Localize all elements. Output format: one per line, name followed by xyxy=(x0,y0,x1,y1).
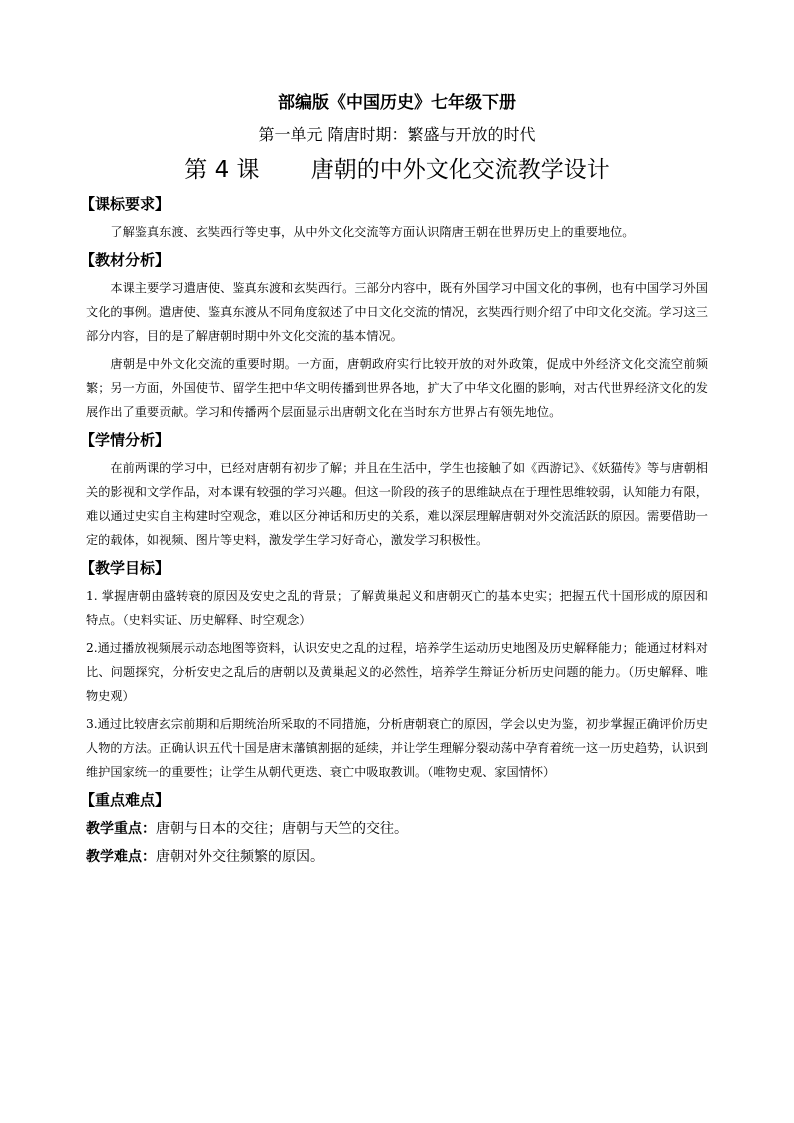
curriculum-paragraph: 了解鉴真东渡、玄奘西行等史事，从中外文化交流等方面认识隋唐王朝在世界历史上的重要地位。 xyxy=(110,225,635,239)
section-heading-students: 【学情分析】 xyxy=(80,431,171,449)
teaching-focus-text: 唐朝与日本的交往；唐朝与天竺的交往。 xyxy=(156,821,408,837)
section-heading-textbook: 【教材分析】 xyxy=(80,251,171,269)
objective-item: 1. 掌握唐朝由盛转衰的原因及安史之乱的背景；了解黄巢起义和唐朝灭亡的基本史实；把握五代十国形成的原因和特点。（史料实证、历史解释、时空观念） xyxy=(86,589,708,627)
textbook-paragraph: 唐朝是中外文化交流的重要时期。一方面，唐朝政府实行比较开放的对外政策，促成中外经济文化交流空前频繁；另一方面，外国使节、留学生把中华文明传播到世界各地，扩大了中华文化圈的影响，对古代世界经济文化的发展作出了重要贡献。学习和传播两个层面显示出唐朝文化在当时东方世界占有领先地位。 xyxy=(86,357,708,419)
objective-item: 3.通过比较唐玄宗前期和后期统治所采取的不同措施，分析唐朝衰亡的原因，学会以史为鉴，初步掌握正确评价历史人物的方法。正确认识五代十国是唐末藩镇割据的延续，并让学生理解分裂动荡中孕育着统一这一历史趋势，认识到维护国家统一的重要性；让学生从朝代更迭、衰亡中吸取教训。（唯物史观、家国情怀） xyxy=(86,717,708,779)
section-heading-curriculum: 【课标要求】 xyxy=(80,195,171,213)
teaching-focus-line xyxy=(86,816,708,842)
section-teaching-objectives xyxy=(80,556,708,784)
section-curriculum xyxy=(80,192,708,244)
students-paragraph: 在前两课的学习中，已经对唐朝有初步了解；并且在生活中，学生也接触了如《西游记》、《妖猫传》等与唐朝相关的影视和文学作品，对本课有较强的学习兴趣。但这一阶段的孩子的思维缺点在于理性思维较弱，认知能力有限，难以通过史实自主构建时空观念，难以区分神话和历史的关系，难以深层理解唐朝对外交流活跃的原因。需要借助一定的载体，如视频、图片等史料，激发学生学习好奇心，激发学习积极性。 xyxy=(86,461,708,547)
teaching-difficulty-label: 教学难点： xyxy=(86,849,156,865)
objective-item: 2.通过播放视频展示动态地图等资料，认识安史之乱的过程，培养学生运动历史地图及历史解释能力；能通过材料对比、问题探究，分析安史之乱后的唐朝以及黄巢起义的必然性，培养学生辩证分析历史问题的能力。（历史解释、唯物史观） xyxy=(86,641,708,703)
lesson-title: 第 4 课 唐朝的中外文化交流教学设计 xyxy=(184,157,610,183)
section-heading-objectives: 【教学目标】 xyxy=(80,559,171,577)
section-heading-key-points: 【重点难点】 xyxy=(80,791,171,809)
document-title: 部编版《中国历史》七年级下册 xyxy=(278,93,516,113)
teaching-difficulty-text: 唐朝对外交往频繁的原因。 xyxy=(156,849,324,865)
unit-title: 第一单元 隋唐时期：繁盛与开放的时代 xyxy=(258,125,536,144)
teaching-focus-label: 教学重点： xyxy=(86,821,156,837)
textbook-paragraph: 本课主要学习遣唐使、鉴真东渡和玄奘西行。三部分内容中，既有外国学习中国文化的事例，也有中国学习外国文化的事例。遣唐使、鉴真东渡从不同角度叙述了中日文化交流的情况，玄奘西行则介绍了中印文化交流。学习这三部分内容，目的是了解唐朝时期中外文化交流的基本情况。 xyxy=(86,281,708,343)
section-student-analysis xyxy=(80,428,708,552)
section-textbook-analysis xyxy=(80,248,708,424)
teaching-difficulty-line xyxy=(86,844,708,870)
section-key-points xyxy=(80,788,708,870)
